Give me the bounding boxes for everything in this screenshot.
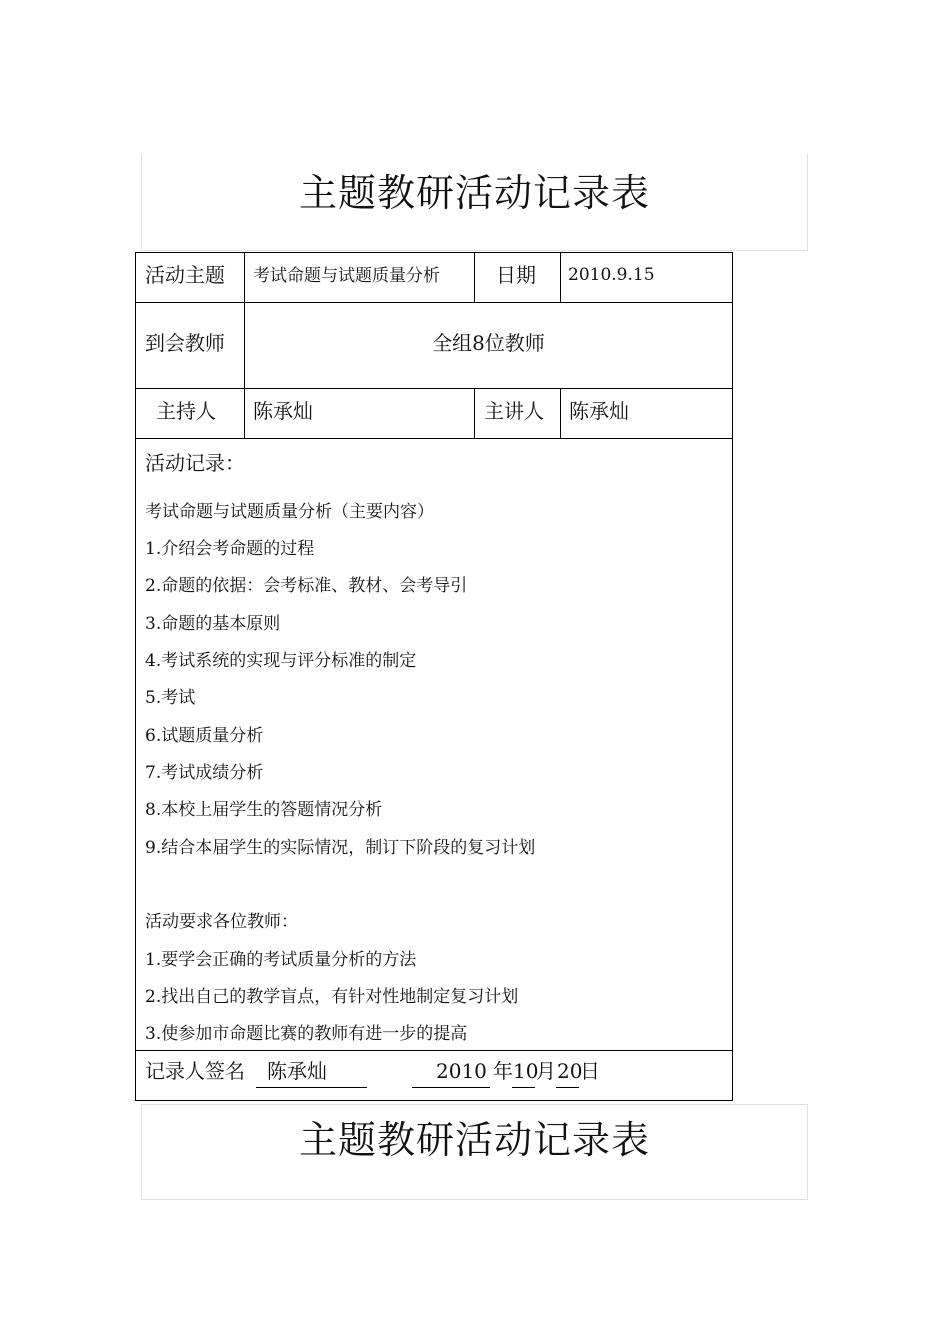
record-line: 1.介绍会考命题的过程	[145, 539, 315, 559]
footer-title-box	[141, 1104, 808, 1200]
month-underline	[512, 1087, 535, 1088]
topic-value: 考试命题与试题质量分析	[253, 266, 440, 286]
record-line: 3.命题的基本原则	[145, 614, 281, 634]
record-label: 活动记录：	[145, 451, 245, 475]
speaker-label: 主讲人	[484, 399, 544, 423]
sign-year-unit: 年	[493, 1059, 513, 1083]
date-value: 2010.9.15	[568, 265, 655, 285]
topic-label: 活动主题	[145, 263, 225, 287]
signer-label: 记录人签名	[145, 1059, 245, 1083]
footer-title: 主题教研活动记录表	[298, 1118, 650, 1162]
host-label: 主持人	[156, 399, 216, 423]
attendees-value: 全组8位教师	[432, 331, 545, 355]
column-divider	[474, 253, 475, 302]
signer-value: 陈承灿	[267, 1059, 327, 1083]
signer-underline	[256, 1087, 367, 1088]
sign-day: 20	[557, 1059, 583, 1083]
row-divider	[136, 1050, 732, 1051]
sign-day-unit: 日	[580, 1059, 600, 1083]
record-line: 6.试题质量分析	[145, 726, 264, 746]
row-divider	[136, 438, 732, 439]
record-line: 5.考试	[145, 688, 196, 708]
attendees-label: 到会教师	[145, 331, 225, 355]
record-line: 7.考试成绩分析	[145, 763, 264, 783]
activity-record-form	[135, 252, 733, 1101]
sign-month: 10	[513, 1059, 539, 1083]
sign-year: 2010	[436, 1059, 487, 1083]
record-line: 考试命题与试题质量分析（主要内容）	[145, 502, 434, 522]
record-line: 8.本校上届学生的答题情况分析	[145, 800, 383, 820]
requirements-title: 活动要求各位教师：	[145, 912, 298, 932]
day-underline	[556, 1087, 579, 1088]
record-line: 9.结合本届学生的实际情况，制订下阶段的复习计划	[145, 838, 536, 858]
row-divider	[136, 388, 732, 389]
host-value: 陈承灿	[253, 399, 313, 423]
header-title-box	[141, 154, 808, 251]
column-divider	[474, 388, 475, 438]
requirement-line: 2.找出自己的教学盲点，有针对性地制定复习计划	[145, 987, 519, 1007]
record-line: 4.考试系统的实现与评分标准的制定	[145, 651, 417, 671]
column-divider	[560, 388, 561, 438]
year-underline	[412, 1087, 490, 1088]
requirement-line: 1.要学会正确的考试质量分析的方法	[145, 950, 417, 970]
requirement-line: 3.使参加市命题比赛的教师有进一步的提高	[145, 1024, 468, 1044]
column-divider	[560, 253, 561, 302]
page-title: 主题教研活动记录表	[298, 171, 650, 215]
speaker-value: 陈承灿	[569, 399, 629, 423]
sign-month-unit: 月	[536, 1059, 556, 1083]
record-line: 2.命题的依据：会考标准、教材、会考导引	[145, 576, 468, 596]
date-label: 日期	[496, 263, 536, 287]
row-divider	[136, 302, 732, 303]
